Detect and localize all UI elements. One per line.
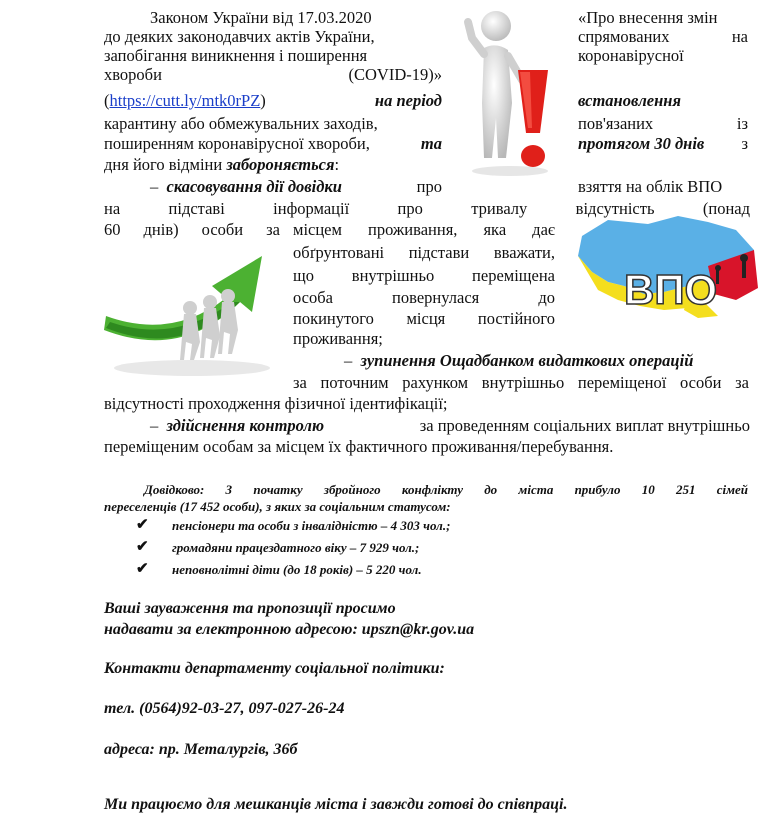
text-line: місцем проживання, яка дає: [293, 220, 555, 239]
note-line: Довідково: З початку збройного конфлікту до міста прибуло 10 251 сімей: [144, 482, 748, 497]
closing-line: Ми працюємо для мешканців міста і завжди готові до співпраці.: [104, 796, 568, 813]
text-line: на підставі інформації про тривалу відсутність (понад: [104, 199, 750, 218]
text-line: – здійснення контролю за проведенням соціальних виплат внутрішньо: [150, 416, 750, 435]
note-item: пенсіонери та особи з інвалідністю – 4 303 чол.;: [172, 518, 451, 533]
note-item: громадяни працездатного віку – 7 929 чол.;: [172, 540, 420, 555]
text-line: – зупинення Ощадбанком видаткових операцій: [344, 351, 694, 370]
text-line: спрямованих на: [578, 27, 748, 46]
text-line: відсутності проходження фізичної ідентифікації;: [104, 394, 448, 413]
ukraine-map-icon: [568, 210, 764, 322]
text-line: протягом 30 днів з: [578, 134, 748, 153]
address-line: адреса: пр. Металургів, 36б: [104, 741, 298, 758]
text-line: Законом України від 17.03.2020: [150, 8, 372, 27]
check-icon: ✔: [136, 539, 149, 555]
text-line: хвороби (COVID-19)»: [104, 65, 442, 84]
text-line: за поточним рахунком внутрішньо переміщеної особи за: [293, 373, 749, 392]
footer-email-line: надавати за електронною адресою: upszn@kr.gov.ua: [104, 621, 475, 638]
text-line: коронавірусної: [578, 46, 684, 65]
check-icon: ✔: [136, 561, 149, 577]
note-item: неповнолітні діти (до 18 років) – 5 220 чол.: [172, 562, 422, 577]
check-icon: ✔: [136, 517, 149, 533]
text-line: «Про внесення змін: [578, 8, 718, 27]
footer-line: Ваші зауваження та пропозиції просимо: [104, 600, 396, 617]
person-exclamation-icon: [452, 8, 566, 178]
map-label: ВПО: [624, 266, 718, 313]
text-line: дня його відміни забороняється:: [104, 155, 340, 174]
text-line: карантину або обмежувальних заходів,: [104, 114, 378, 133]
text-line: запобігання виникнення і поширення: [104, 46, 368, 65]
text-line: – скасовування дії довідки про: [150, 177, 442, 196]
text-line: (https://cutt.ly/mtk0rPZ) на період: [104, 91, 442, 110]
text-line: до деяких законодавчих актів України,: [104, 27, 375, 46]
note-line: переселенців (17 452 особи), з яких за соціальним статусом:: [104, 499, 451, 514]
text-line: покинутого місця постійного: [293, 309, 555, 328]
text-line: переміщеним особам за місцем їх фактичного проживання/перебування.: [104, 437, 614, 456]
growth-arrow-icon: [102, 242, 282, 378]
text-line: проживання;: [293, 329, 383, 348]
text-line: взяття на облік ВПО: [578, 177, 723, 196]
source-link[interactable]: https://cutt.ly/mtk0rPZ: [109, 91, 261, 110]
text-line: що внутрішньо переміщена: [293, 266, 555, 285]
text-line: поширенням коронавірусної хвороби, та: [104, 134, 442, 153]
text-line: обґрунтовані підстави вважати,: [293, 243, 555, 262]
text-line: встановлення: [578, 91, 681, 110]
contacts-heading: Контакти департаменту соціальної політики:: [104, 660, 445, 677]
text-line: пов'язаних із: [578, 114, 748, 133]
phone-line: тел. (0564)92-03-27, 097-027-26-24: [104, 700, 345, 717]
text-line: 60 днів) особи за: [104, 220, 280, 239]
text-line: особа повернулася до: [293, 288, 555, 307]
